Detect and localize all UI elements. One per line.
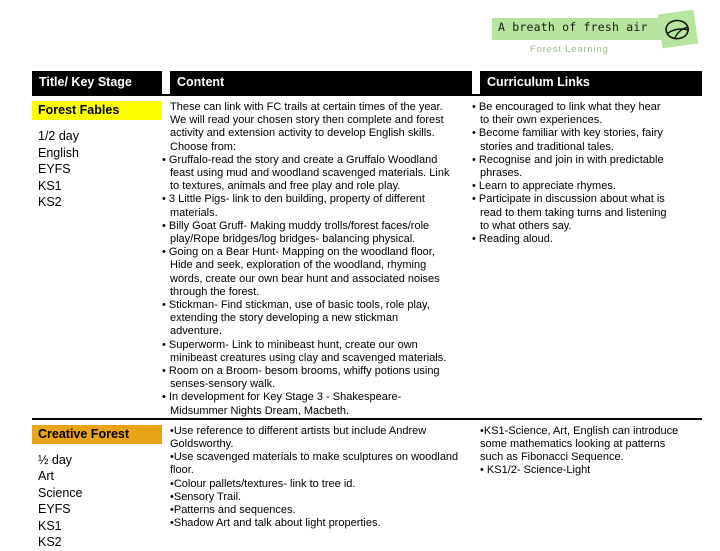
key-stage-item: EYFS <box>38 162 71 176</box>
text-line: • Billy Goat Gruff- Making muddy trolls/forest faces/role <box>162 219 430 232</box>
header-title-key-stage: Title/ Key Stage <box>32 71 162 94</box>
text-line: floor. <box>170 464 194 477</box>
text-line: • Going on a Bear Hunt- Mapping on the woodland floor, <box>162 246 435 259</box>
key-stage-item: KS2 <box>38 535 62 550</box>
table-body <box>32 94 702 551</box>
text-line: • 3 Little Pigs- link to den building, property of different <box>162 193 425 206</box>
site-logo <box>484 10 696 62</box>
header-curriculum-links: Curriculum Links <box>480 71 702 94</box>
text-line: to what others say. <box>480 219 572 232</box>
text-line: •Colour pallets/textures- link to tree id. <box>170 477 356 490</box>
key-stage-item: English <box>38 145 79 160</box>
text-line: Choose from: <box>170 140 237 153</box>
key-stage-item: 1/2 day <box>38 129 80 143</box>
text-line: • KS1/2- Science-Light <box>480 464 591 477</box>
curriculum-links-cell <box>480 420 702 478</box>
text-line: materials. <box>170 206 218 219</box>
text-line: • Reading aloud. <box>472 233 553 246</box>
text-line: activity and extension activity to develop English skills. <box>170 127 435 140</box>
table-row <box>32 96 702 418</box>
text-line: extending the story developing a new stickman <box>170 312 399 325</box>
text-line: •Shadow Art and talk about light properties. <box>170 517 381 530</box>
text-line: minibeast creatures using clay and scavenged materials. <box>170 351 447 364</box>
text-line: senses-sensory walk. <box>170 378 276 391</box>
text-line: •Use reference to different artists but include Andrew <box>170 424 427 437</box>
text-line: • Superworm- Link to minibeast hunt, create our own <box>162 338 418 351</box>
text-line: through the forest. <box>170 285 260 298</box>
column-gap <box>472 71 480 94</box>
text-line: •Patterns and sequences. <box>170 504 296 517</box>
text-line: • Room on a Broom- besom brooms, whiffy potions using <box>162 365 440 378</box>
key-stage-list <box>32 120 162 211</box>
key-stage-item: ½ day <box>38 452 73 467</box>
text-line: to textures, animals and free play and role play. <box>170 180 401 193</box>
content-cell <box>170 420 472 531</box>
text-line: Goldsworthy. <box>170 438 234 451</box>
text-line: • Become familiar with key stories, fairy <box>472 127 663 140</box>
logo-banner-text: A breath of fresh air <box>498 20 648 34</box>
content-cell <box>162 96 472 418</box>
text-line: Midsummer Nights Dream, Macbeth. <box>170 404 350 417</box>
title-key-stage-cell <box>32 96 162 211</box>
text-line: such as Fibonacci Sequence. <box>480 451 624 464</box>
key-stage-item: EYFS <box>38 502 71 517</box>
text-line: words, create our own bear hunt and associated noises <box>170 272 440 285</box>
text-line: phrases. <box>480 167 523 180</box>
text-line: • Participate in discussion about what is <box>472 193 665 206</box>
text-line: adventure. <box>170 325 222 338</box>
text-line: We will read your chosen story then complete and forest <box>170 114 444 127</box>
text-line: •Use scavenged materials to make sculptures on woodland <box>170 451 459 464</box>
text-line: play/Rope bridges/log bridges- balancing physical. <box>170 233 416 246</box>
title-key-stage-cell <box>32 420 162 551</box>
text-line: • Gruffalo-read the story and create a Gruffalo Woodland <box>162 153 438 166</box>
row-title: Creative Forest <box>32 425 162 444</box>
leaf-swirl-icon <box>662 16 694 42</box>
text-line: Hide and seek, exploration of the woodland, rhyming <box>170 259 427 272</box>
column-gap <box>162 71 170 94</box>
table-row <box>32 420 702 551</box>
curriculum-links-cell <box>472 96 702 246</box>
text-line: some mathematics looking at patterns <box>480 438 666 451</box>
text-line: • In development for Key Stage 3 - Shakespeare- <box>162 391 402 404</box>
text-line: stories and traditional tales. <box>480 140 614 153</box>
key-stage-item: Science <box>38 485 83 500</box>
text-line: •KS1-Science, Art, English can introduce <box>480 424 679 437</box>
text-line: read to them taking turns and listening <box>480 206 667 219</box>
logo-subtitle: Forest Learning <box>530 44 609 55</box>
text-line: feast using mud and woodland scavenged materials. Link <box>170 167 450 180</box>
table-header-row <box>32 71 702 94</box>
key-stage-item: KS2 <box>38 195 62 209</box>
key-stage-item: Art <box>38 469 54 484</box>
text-line: These can link with FC trails at certain times of the year. <box>170 101 443 113</box>
text-line: to their own experiences. <box>480 114 603 127</box>
text-line: •Sensory Trail. <box>170 490 242 503</box>
text-line: • Recognise and join in with predictable <box>472 153 664 166</box>
text-line: • Stickman- Find stickman, use of basic tools, role play, <box>162 299 430 312</box>
key-stage-list <box>32 444 162 551</box>
text-line: • Learn to appreciate rhymes. <box>472 180 616 193</box>
row-title: Forest Fables <box>32 101 162 120</box>
key-stage-item: KS1 <box>38 178 62 193</box>
curriculum-table <box>32 71 702 551</box>
text-line: • Be encouraged to link what they hear <box>472 101 661 113</box>
key-stage-item: KS1 <box>38 518 62 533</box>
header-content: Content <box>170 71 472 94</box>
